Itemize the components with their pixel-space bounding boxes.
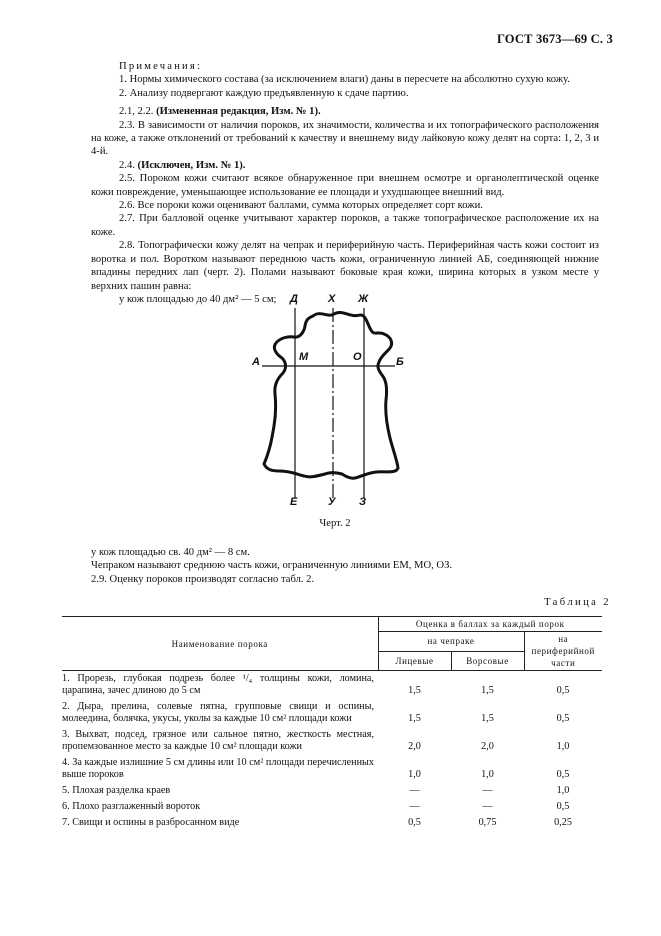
header-periphery: на периферийной части bbox=[524, 632, 602, 671]
figure-label-x: Х bbox=[328, 293, 336, 305]
defect-name: 6. Плохо разглаженный вороток bbox=[62, 801, 201, 812]
defect-name: 7. Свищи и оспины в разбросанном виде bbox=[62, 817, 240, 828]
paragraph-number: 2.1, 2.2. bbox=[119, 106, 154, 118]
table-row bbox=[62, 783, 602, 799]
defect-name: 4. За каждые излишние 5 см длины или 10 см² площади перечисленных выше пороков bbox=[62, 757, 374, 780]
header-pile: Ворсовые bbox=[451, 651, 524, 671]
paragraph-2-8: 2.8. Топографически кожу делят на чепрак и периферийную часть. Периферийная часть кожи состоит из воротка и пол. Воротком называют переднюю часть кожи, ограниченную линией АБ, соединяющей нижние впадины передних лап (черт. 2). Полами называют боковые края кожи, ширина которых в узком месте у верхних пашин равна: bbox=[91, 240, 599, 292]
table-row bbox=[62, 799, 602, 815]
defect-name: 1. Прорезь, глубокая подрезь более ¹/₄ толщины кожи, ломина, царапина, зачес длиною до 5 см bbox=[62, 673, 374, 696]
figure-label-z: З bbox=[359, 496, 367, 508]
paragraph-2-5: 2.5. Пороком кожи считают всякое обнаруженное при внешнем осмотре и органолептической оценке кожи повреждение, уменьшающее использование ее площади и ухудшающее внешний вид. bbox=[91, 173, 599, 198]
defects-table bbox=[62, 616, 602, 831]
score-periphery: 0,5 bbox=[556, 685, 570, 696]
paragraph-2-6: 2.6. Все пороки кожи оценивают баллами, сумма которых определяет сорт кожи. bbox=[119, 200, 483, 212]
score-pile: 1,0 bbox=[481, 769, 494, 780]
score-pile: — bbox=[482, 801, 493, 812]
score-face: 1,5 bbox=[408, 685, 421, 696]
table-row bbox=[62, 671, 602, 700]
score-periphery: 0,5 bbox=[556, 713, 570, 724]
figure-label-m: М bbox=[299, 351, 309, 363]
paragraph-2-7: 2.7. При балловой оценке учитывают характер пороков, а также топографическое расположение их на коже. bbox=[91, 213, 599, 238]
page-header: ГОСТ 3673—69 С. 3 bbox=[496, 32, 613, 46]
score-face: 2,0 bbox=[408, 741, 421, 752]
figure-label-d: Д bbox=[290, 293, 298, 305]
figure-label-o: О bbox=[353, 351, 362, 363]
figure-label-y: У bbox=[328, 496, 336, 508]
score-pile: 1,5 bbox=[481, 713, 494, 724]
table-row bbox=[62, 699, 602, 727]
paragraph-2-4 bbox=[91, 159, 599, 172]
score-face: — bbox=[409, 801, 420, 812]
paragraph-area-40: у кож площадью до 40 дм² — 5 см; bbox=[119, 293, 277, 305]
amendment-note: (Измененная редакция, Изм. № 1). bbox=[156, 106, 321, 118]
score-pile: — bbox=[482, 785, 493, 796]
figure-label-zh: Ж bbox=[358, 293, 369, 305]
figure-skin-diagram bbox=[250, 288, 420, 533]
score-pile: 0,75 bbox=[478, 817, 497, 828]
score-face: — bbox=[409, 785, 420, 796]
defect-name: 2. Дыра, прелина, солевые пятна, групповые свищи и оспины, молеедина, болячка, укусы, уколы за каждые 10 см² площади кожи bbox=[62, 701, 374, 724]
score-periphery: 1,0 bbox=[556, 785, 570, 796]
paragraph-cheprak-definition: Чепраком называют среднюю часть кожи, ограниченную линиями ЕМ, МО, ОЗ. bbox=[91, 560, 453, 572]
figure-label-e: Е bbox=[290, 496, 298, 508]
note-2: 2. Анализу подвергают каждую предъявленную к сдаче партию. bbox=[119, 87, 409, 99]
header-score: Оценка в баллах за каждый порок bbox=[378, 617, 602, 632]
paragraph-2-9: 2.9. Оценку пороков производят согласно табл. 2. bbox=[91, 573, 315, 585]
score-periphery: 0,25 bbox=[554, 817, 572, 828]
table-row bbox=[62, 815, 602, 831]
table-row bbox=[62, 727, 602, 755]
note-1: 1. Нормы химического состава (за исключением влаги) даны в пересчете на абсолютно сухую кожу. bbox=[119, 74, 570, 86]
skin-outline-drawing bbox=[250, 288, 420, 513]
defect-name: 3. Выхват, подсед, грязное или сальное пятно, жесткость местная, пропемзованное место за каждые 10 см² площади кожи bbox=[62, 729, 374, 752]
header-face: Лицевые bbox=[378, 651, 451, 671]
defect-name: 5. Плохая разделка краев bbox=[62, 785, 171, 796]
paragraph-area-over-40: у кож площадью св. 40 дм² — 8 см. bbox=[91, 547, 250, 558]
table-row bbox=[62, 755, 602, 783]
paragraph-number: 2.4. bbox=[119, 159, 135, 171]
table-label: Таблица 2 bbox=[544, 597, 611, 608]
score-pile: 1,5 bbox=[481, 685, 494, 696]
score-pile: 2,0 bbox=[481, 741, 494, 752]
paragraph-2-3: 2.3. В зависимости от наличия пороков, их значимости, количества и их топографического расположения на коже, а также отклонений от требований к качеству и внешнему виду лайковую кожу делят на сорта: 1, 2, 3 и 4-й. bbox=[91, 119, 599, 158]
header-cheprak: на чепраке bbox=[378, 632, 524, 652]
score-face: 0,5 bbox=[408, 817, 421, 828]
score-face: 1,0 bbox=[408, 769, 421, 780]
figure-caption: Черт. 2 bbox=[319, 518, 351, 529]
main-text bbox=[91, 60, 599, 306]
figure-label-b: Б bbox=[396, 356, 404, 368]
text-after-figure bbox=[91, 546, 599, 586]
score-periphery: 1,0 bbox=[556, 741, 570, 752]
header-defect-name: Наименование порока bbox=[62, 617, 378, 671]
score-face: 1,5 bbox=[408, 713, 421, 724]
notes-title: Примечания: bbox=[119, 61, 203, 72]
figure-label-a: А bbox=[252, 356, 260, 368]
amendment-note: (Исключен, Изм. № 1). bbox=[137, 159, 246, 171]
skin-outline bbox=[264, 312, 398, 478]
paragraph-2-1 bbox=[91, 105, 599, 118]
score-periphery: 0,5 bbox=[556, 801, 570, 812]
score-periphery: 0,5 bbox=[556, 769, 570, 780]
